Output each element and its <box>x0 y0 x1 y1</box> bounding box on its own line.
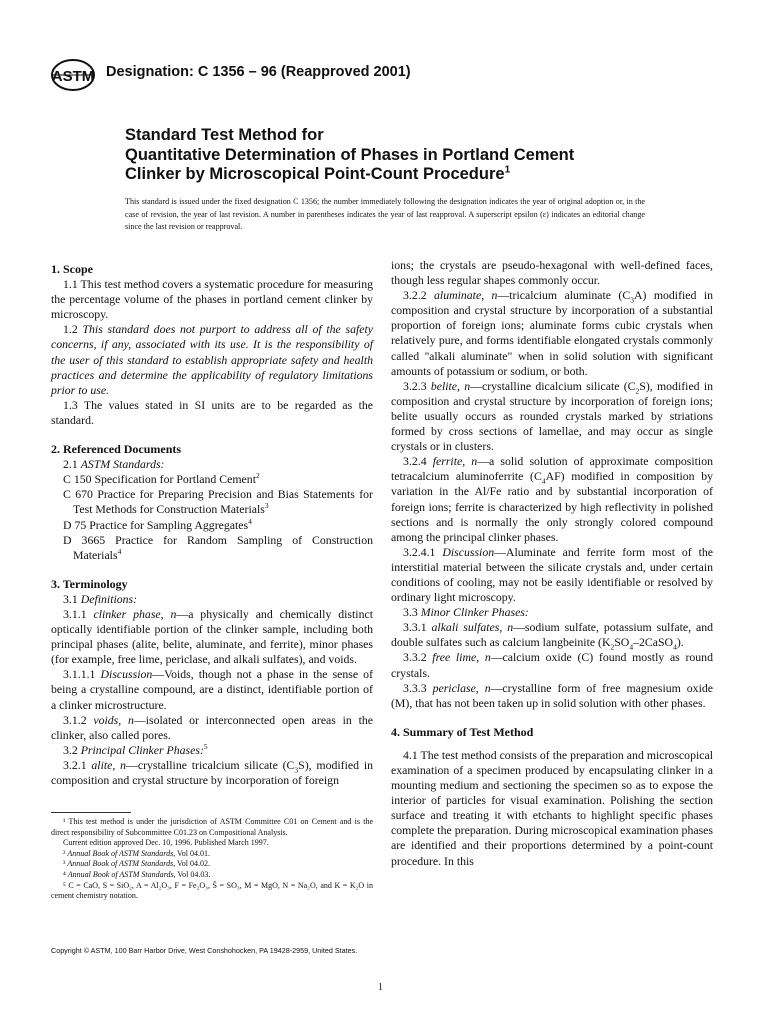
footnotes <box>51 817 373 902</box>
paragraph-2-1: 2.1 ASTM Standards: <box>63 457 165 472</box>
paragraph-3-2-4: 3.2.4 ferrite, n—a solid solution of approximate composition tetracalcium aluminoferrite $(C_4AF)$ modified in composition by variation in the Al/Fe ratio and by substantial incorporation of foreign ions; ferrite is characterized by high reflectivity in polished sections and is normally the only strongly colored compound among the principal clinker phases. <box>391 454 713 544</box>
paragraph-3-3-1: 3.3.1 alkali sulfates, n—sodium sulfate, potassium sulfate, and double sulfates such as calcium langbeinite $(K_2SO_4-2CaSO_4)$. <box>391 620 713 652</box>
paragraph-3-1: 3.1 Definitions: <box>63 591 138 606</box>
title-line-1: Standard Test Method for <box>125 126 324 144</box>
paragraph-4-1: 4.1 The test method consists of the preparation and microscopical examination of a specimen produced by encapsulating clinker in a mounting medium and sectioning the specimen so as to expose the interior of particles for visual examination. Polishing the section surface and treating it with etchants to highlight specific phases complete the preparation. During microscopical examination phases are identified and their proportions determined by a point-count procedure. In this <box>391 747 713 868</box>
paragraph-3-1-1-1: 3.1.1.1 Discussion—Voids, though not a phase in the sense of being a crystalline compound, are a distinct, identifiable portion of a clinker microstructure. <box>51 667 373 712</box>
page-number: 1 <box>378 982 383 993</box>
left-column <box>51 262 373 788</box>
paragraph-3-1-2: 3.1.2 voids, n—isolated or interconnected open areas in the clinker, also called pores. <box>51 712 374 742</box>
paragraph-1-1: 1.1 This test method covers a systematic procedure for measuring the percentage volume of the phases in portland cement clinker by microscopy. <box>51 277 373 322</box>
standard-notice: This standard is issued under the fixed designation C 1356; the number immediately following the designation indicates the year of original adoption or, in the case of revision, the year of last revision. A number in parentheses indicates the year of last reapproval. A superscript epsilon (ε) indicates an editorial change since the last revision or reapproval. <box>125 197 645 231</box>
paragraph-3-3-2: 3.3.2 free lime, n—calcium oxide (C) found mostly as round crystals. <box>391 650 713 680</box>
copyright-notice: Copyright © ASTM, 100 Barr Harbor Drive, West Conshohocken, PA 19428-2959, United States. <box>51 946 358 955</box>
footnote-2: ² Annual Book of ASTM Standards, Vol 04.01. <box>63 848 211 858</box>
paragraph-3-2-4-1: 3.2.4.1 Discussion—Aluminate and ferrite form most of the interstitial material between the silicate crystals and, under certain conditions of cooling, may not be easily identifiable or resolved by ordinary light microscopy. <box>391 544 713 605</box>
title-line-3: Clinker by Microscopical Point-Count Procedure$^1$ <box>125 164 511 183</box>
title-line-2: Quantitative Determination of Phases in Portland Cement <box>125 145 575 164</box>
footnote-divider <box>51 812 131 813</box>
paragraph-3-1-1: 3.1.1 clinker phase, n—a physically and chemically distinct optically identifiable portion of the clinker sample, including both principal phases (alite, belite, aluminate, and ferrite), minor phases (for example, free lime, periclase, and alkali sulfates), and voids. <box>51 606 373 667</box>
reference-c150: C 150 Specification for Portland Cement$^2$ <box>63 471 260 487</box>
paragraph-3-3: 3.3 Minor Clinker Phases: <box>403 605 529 620</box>
right-column <box>391 258 713 869</box>
section-heading-scope: 1. Scope <box>51 262 93 276</box>
section-heading-summary: 4. Summary of Test Method <box>391 724 534 739</box>
reference-d75: D 75 Practice for Sampling Aggregates$^4$ <box>63 516 252 532</box>
reference-d3665: D 3665 Practice for Random Sampling of Construction Materials$^4$ <box>63 532 373 562</box>
paragraph-3-2-1: 3.2.1 alite, n—crystalline tricalcium silicate $(C_3S)$, modified in composition and crystal structure by incorporation of foreign <box>51 757 373 787</box>
footnote-4: ⁴ Annual Book of ASTM Standards, Vol 04.03. <box>63 869 211 879</box>
footnote-5: ⁵ C = CaO, S = SiO₂, A = Al₂O₃, F = Fe₂O₃, S̄ = SO₃, M = MgO, N = Na₂O, and K = K₂O in cement chemistry notation. <box>51 880 373 901</box>
paragraph-1-3: 1.3 The values stated in SI units are to be regarded as the standard. <box>51 397 373 427</box>
document-title <box>125 126 574 185</box>
svg-text:ASTM: ASTM <box>51 68 95 85</box>
paragraph-3-2-3: 3.2.3 belite, n—crystalline dicalcium silicate $(C_2S)$, modified in composition and crystal structure by incorporation of foreign ions; belite usually occurs as rounded crystals marked by striations formed by cross sections of lamellae, and may occur as single crystals or in clusters. <box>391 378 713 454</box>
paragraph-1-2: 1.2 This standard does not purport to address all of the safety concerns, if any, associated with its use. It is the responsibility of the user of this standard to establish appropriate safety and health practices and determine the applicability of regulatory limitations prior to use. <box>51 322 373 397</box>
paragraph-3-2-2: 3.2.2 aluminate, n—tricalcium aluminate $(C_3A)$ modified in composition and crystal structure by incorporation of a substantial proportion of foreign ions; aluminate forms cubic crystals when relatively pure, and forms identifiable elongated crystals commonly called ''alkali aluminate" when in solid solution with significant amounts of potassium or sodium, or both. <box>391 288 714 378</box>
designation: Designation: C 1356 – 96 (Reapproved 2001) <box>106 64 411 80</box>
paragraph-3-2: 3.2 Principal Clinker Phases:$^5$ <box>63 741 208 757</box>
paragraph-3-3-3: 3.3.3 periclase, n—crystalline form of free magnesium oxide (M), that has not been taken up in solid solution with other phases. <box>391 680 713 710</box>
astm-logo <box>50 58 96 92</box>
footnote-1-approval: Current edition approved Dec. 10, 1996. Published March 1997. <box>63 838 269 848</box>
paragraph-3-2-1-continued: ions; the crystals are pseudo-hexagonal with well-defined faces, though less regular shapes commonly occur. <box>391 258 713 288</box>
footnote-3: ³ Annual Book of ASTM Standards, Vol 04.02. <box>63 859 211 869</box>
section-heading-terminology: 3. Terminology <box>51 576 128 591</box>
footnote-1: ¹ This test method is under the jurisdiction of ASTM Committee C01 on Cement and is the direct responsibility of Subcommittee C01.23 on Compositional Analysis. <box>51 817 373 837</box>
reference-c670: C 670 Practice for Preparing Precision and Bias Statements for Test Methods for Construction Materials$^3$ <box>63 487 373 517</box>
title-footnote-mark: 1 <box>504 164 511 176</box>
section-heading-referenced-documents: 2. Referenced Documents <box>51 442 182 457</box>
